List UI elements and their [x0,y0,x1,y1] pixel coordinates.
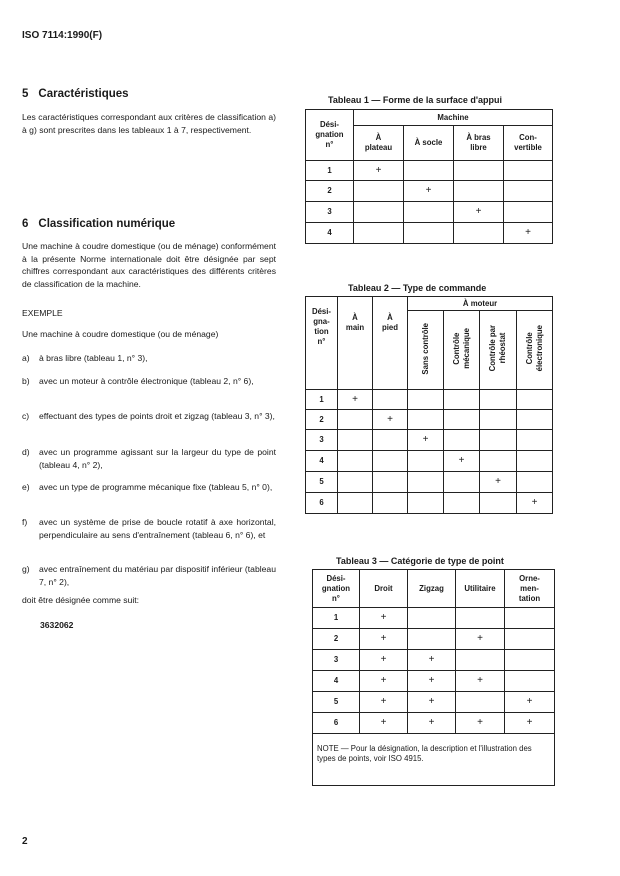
row-label: 3 [306,202,354,223]
table-cell [338,472,373,493]
table-row [306,410,553,430]
table-3-note: NOTE — Pour la désignation, la description et l'illustration des types de points, voir ISO 4915. [313,734,555,786]
table-cell: + [480,472,517,493]
table-row [306,223,553,244]
table-cell: + [354,161,404,181]
table-cell [404,223,454,244]
example-item-label: e) [22,482,30,492]
table-cell [408,451,444,472]
table-cell [504,181,553,202]
column-header: À plateau [354,126,404,161]
column-header: À pied [373,297,408,390]
table-cell [444,430,480,451]
row-label: 3 [306,430,338,451]
table-row [306,202,553,223]
table-cell: + [360,671,408,692]
table-1-caption: Tableau 1 — Forme de la surface d'appui [328,95,503,105]
example-item [22,410,276,423]
table-row [313,692,555,713]
table-row [306,472,553,493]
example-item-text: à bras libre (tableau 1, n° 3), [39,353,148,363]
table-cell [480,493,517,514]
example-item-label: d) [22,447,30,457]
table-cell [338,451,373,472]
table-cell [456,650,505,671]
table-cell [444,472,480,493]
table-cell [480,390,517,410]
section-6-title: Classification numérique [38,218,176,230]
column-header [517,311,553,390]
row-label: 2 [306,181,354,202]
column-header: Utilitaire [456,570,505,608]
table-cell [354,202,404,223]
column-header [480,311,517,390]
table-cell [444,390,480,410]
designation-header: Dési- gna- tion n° [306,297,338,390]
column-header-text: Contrôle électronique [524,325,544,372]
row-label: 4 [313,671,360,692]
column-header: Con- vertible [504,126,553,161]
example-item-label: g) [22,564,30,574]
section-5-number: 5 [22,88,29,100]
table-cell: + [517,493,553,514]
document-header: ISO 7114:1990(F) [22,30,103,41]
table-cell [408,390,444,410]
column-header: Droit [360,570,408,608]
table-cell [480,451,517,472]
table-cell [408,629,456,650]
example-intro: Une machine à coudre domestique (ou de ménage) [22,329,219,339]
example-item-label: b) [22,376,30,386]
table-cell [505,629,555,650]
table-row [313,713,555,734]
table-cell [505,671,555,692]
table-cell: + [338,390,373,410]
table-cell: + [456,671,505,692]
table-cell [454,181,504,202]
example-item [22,352,276,365]
example-item-text: avec un type de programme mécanique fixe (tableau 5, n° 0), [39,482,273,492]
table-row [306,390,553,410]
machine-group-header: Machine [354,110,553,126]
example-item-label: c) [22,411,30,421]
table-cell [504,161,553,181]
example-item [22,516,276,541]
table-cell: + [360,692,408,713]
column-header-text: Contrôle par rhéostat [488,325,507,372]
table-cell [456,692,505,713]
example-item-text: avec un programme agissant sur la largeur du type de point (tableau 4, n° 2), [39,447,276,470]
table-cell [338,410,373,430]
table-cell: + [408,671,456,692]
table-cell [373,493,408,514]
table-cell: + [408,650,456,671]
table-1 [305,109,553,244]
row-label: 2 [306,410,338,430]
table-cell [456,608,505,629]
table-cell: + [408,430,444,451]
row-label: 6 [306,493,338,514]
row-label: 1 [306,161,354,181]
table-cell: + [408,692,456,713]
table-cell: + [456,713,505,734]
example-item-label: f) [22,517,28,527]
example-item [22,446,276,471]
table-cell [408,472,444,493]
designation-header: Dési- gnation n° [306,110,354,161]
table-cell [454,161,504,181]
table-cell: + [454,202,504,223]
section-5-text: Les caractéristiques correspondant aux critères de classification a) à g) sont prescrites dans les tableaux 1 à 7, respectivement. [22,112,276,135]
table-row [306,493,553,514]
table-cell: + [408,713,456,734]
table-cell: + [505,692,555,713]
page-number: 2 [22,836,28,847]
row-label: 3 [313,650,360,671]
table-cell [404,202,454,223]
row-label: 1 [313,608,360,629]
example-outro: doit être désignée comme suit: [22,595,140,605]
table-cell: + [404,181,454,202]
table-row [306,181,553,202]
table-cell: + [444,451,480,472]
example-item [22,481,276,494]
table-2 [305,296,553,514]
motor-group-header: À moteur [408,297,553,311]
table-row [313,629,555,650]
row-label: 4 [306,223,354,244]
example-item-text: avec un moteur à contrôle électronique (tableau 2, n° 6), [39,376,254,386]
table-cell [505,650,555,671]
table-cell [480,410,517,430]
table-3-caption: Tableau 3 — Catégorie de type de point [336,556,504,566]
table-cell [373,472,408,493]
column-header: Zigzag [408,570,456,608]
table-3 [312,569,555,786]
table-row [306,430,553,451]
table-cell [505,608,555,629]
column-header: À socle [404,126,454,161]
table-cell [517,410,553,430]
table-cell [408,608,456,629]
table-cell [338,430,373,451]
table-cell [354,181,404,202]
table-cell [517,430,553,451]
example-label: EXEMPLE [22,308,63,318]
table-cell [517,390,553,410]
table-cell [517,451,553,472]
column-header-text: Sans contrôle [420,322,430,375]
section-6-heading [22,218,185,230]
row-label: 5 [306,472,338,493]
table-row [313,608,555,629]
example-item-text: avec entraînement du matériau par dispositif inférieur (tableau 7, n° 2), [39,564,276,587]
table-cell [444,410,480,430]
table-row [313,671,555,692]
table-row [306,451,553,472]
table-cell [354,223,404,244]
column-header: À bras libre [454,126,504,161]
example-item [22,563,276,588]
row-label: 1 [306,390,338,410]
table-cell: + [504,223,553,244]
row-label: 2 [313,629,360,650]
table-cell [408,410,444,430]
table-cell: + [456,629,505,650]
section-6-number: 6 [22,218,29,230]
row-label: 5 [313,692,360,713]
section-6-text: Une machine à coudre domestique (ou de ménage) conformément à la présente Norme internationale doit être désignée par sept chiffres correspondant aux caractéristiques des différents critères de classification de la machine. [22,241,276,289]
table-cell [454,223,504,244]
table-2-caption: Tableau 2 — Type de commande [348,283,487,293]
column-header-text: Contrôle mécanique [451,328,471,369]
table-cell: + [360,650,408,671]
table-cell [480,430,517,451]
table-cell [408,493,444,514]
designation-code: 3632062 [40,620,74,630]
table-cell: + [505,713,555,734]
table-cell [373,451,408,472]
column-header: Orne- men- tation [505,570,555,608]
table-cell: + [360,713,408,734]
column-header: À main [338,297,373,390]
section-5-heading [22,88,139,100]
column-header [408,311,444,390]
column-header [444,311,480,390]
table-row [306,161,553,181]
table-cell: + [373,410,408,430]
row-label: 6 [313,713,360,734]
table-cell [517,472,553,493]
example-item-label: a) [22,353,30,363]
table-cell [338,493,373,514]
table-cell [444,493,480,514]
table-cell [404,161,454,181]
row-label: 4 [306,451,338,472]
example-item-text: avec un système de prise de boucle rotatif à axe horizontal, perpendiculaire au sens d'entraînement (tableau 6, n° 6), et [39,517,276,540]
table-cell: + [360,608,408,629]
table-cell: + [360,629,408,650]
section-5-title: Caractéristiques [38,88,129,100]
example-item [22,375,276,388]
table-cell [504,202,553,223]
table-cell [373,390,408,410]
example-item-text: effectuant des types de points droit et zigzag (tableau 3, n° 3), [39,411,275,421]
table-cell [373,430,408,451]
table-row [313,650,555,671]
designation-header: Dési- gnation n° [313,570,360,608]
